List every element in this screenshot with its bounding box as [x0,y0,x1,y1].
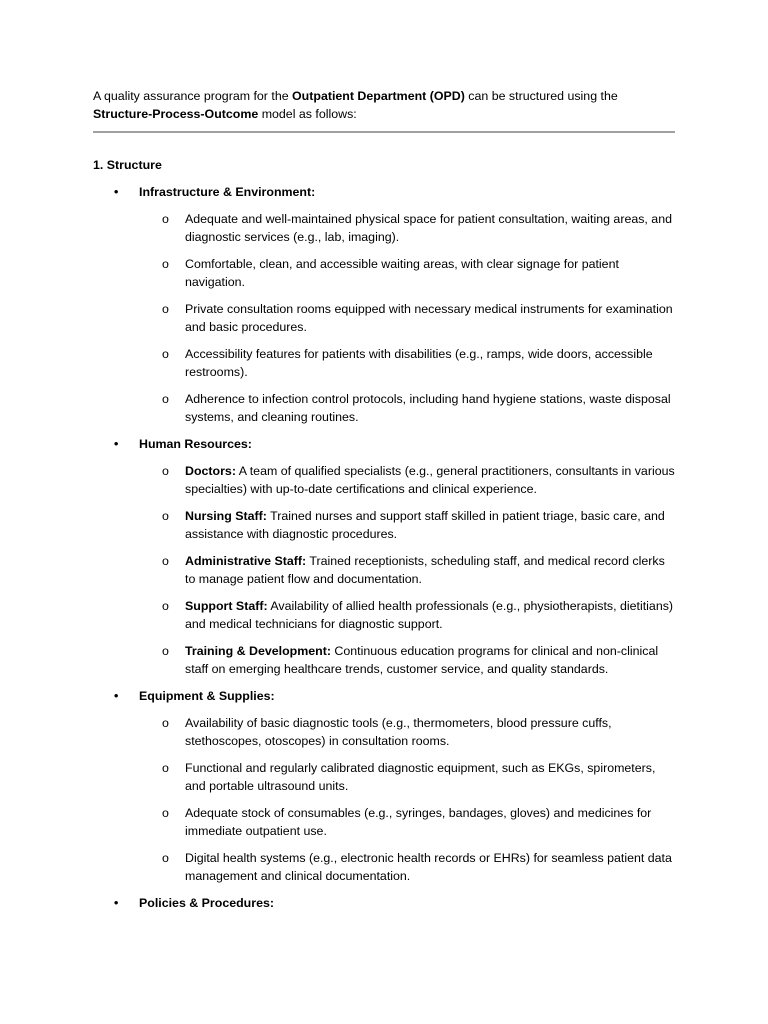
sub-bullet-icon: o [162,599,169,613]
sub-bullet-icon: o [162,716,169,730]
list-item: o Nursing Staff: Trained nurses and support staff skilled in patient triage, basic care, and assistance with diagnostic procedures. [162,509,665,541]
list-item: o Administrative Staff: Trained receptionists, scheduling staff, and medical record clerks to manage patient flow and documentation. [162,554,665,586]
sub-bullet-icon: o [162,302,169,316]
sub-bullet-icon: o [162,347,169,361]
group-title: • Policies & Procedures: [114,896,274,910]
intro-term-opd: Outpatient Department (OPD) [292,89,465,103]
sub-bullet-icon: o [162,392,169,406]
list-item: o Private consultation rooms equipped with necessary medical instruments for examination and basic procedures. [162,302,673,334]
item-label: Nursing Staff: [185,509,267,523]
horizontal-divider [93,131,675,133]
list-item: o Digital health systems (e.g., electronic health records or EHRs) for seamless patient data management and clinical documentation. [162,851,672,883]
sub-bullet-icon: o [162,257,169,271]
list-item: o Adequate and well-maintained physical space for patient consultation, waiting areas, and diagnostic services (e.g., lab, imaging). [162,212,672,244]
list-item: o Accessibility features for patients with disabilities (e.g., ramps, wide doors, accessible restrooms). [162,347,653,379]
sub-bullet-icon: o [162,464,169,478]
sub-bullet-icon: o [162,509,169,523]
list-item: o Doctors: A team of qualified specialists (e.g., general practitioners, consultants in various specialties) with up-to-date certifications and clinical experience. [162,464,675,496]
list-item: o Functional and regularly calibrated diagnostic equipment, such as EKGs, spirometers, and portable ultrasound units. [162,761,656,793]
list-item: o Adherence to infection control protocols, including hand hygiene stations, waste disposal systems, and cleaning routines. [162,392,671,424]
item-label: Administrative Staff: [185,554,307,568]
list-item: o Adequate stock of consumables (e.g., syringes, bandages, gloves) and medicines for immediate outpatient use. [162,806,652,838]
group-human-resources [93,435,675,678]
list-item: o Availability of basic diagnostic tools (e.g., thermometers, blood pressure cuffs, stethoscopes, otoscopes) in consultation rooms. [162,716,612,748]
sub-bullet-icon: o [162,554,169,568]
item-label: Training & Development: [185,644,331,658]
list-item: o Support Staff: Availability of allied health professionals (e.g., physiotherapists, dietitians) and medical technicians for diagnostic support. [162,599,674,631]
bullet-icon: • [114,689,119,703]
sub-bullet-icon: o [162,212,169,226]
intro-paragraph: A quality assurance program for the Outpatient Department (OPD) can be structured using the Structure-Process-Outcome model as follows: [93,89,618,121]
bullet-icon: • [114,896,119,910]
group-title: • Human Resources: [114,437,252,451]
bullet-icon: • [114,185,119,199]
group-infrastructure [93,183,675,426]
document-body [93,87,675,921]
intro-term-model: Structure-Process-Outcome [93,107,259,121]
item-label: Support Staff: [185,599,268,613]
list-item: o Training & Development: Continuous education programs for clinical and non-clinical staff on emerging healthcare trends, customer service, and quality standards. [162,644,659,676]
sub-bullet-icon: o [162,644,169,658]
group-title: • Equipment & Supplies: [114,689,275,703]
group-equipment-supplies [93,687,675,885]
sub-bullet-icon: o [162,851,169,865]
section-heading: 1. Structure [93,158,162,172]
group-title: • Infrastructure & Environment: [114,185,316,199]
sub-bullet-icon: o [162,761,169,775]
group-policies-procedures [93,894,675,912]
item-label: Doctors: [185,464,236,478]
sub-bullet-icon: o [162,806,169,820]
bullet-icon: • [114,437,119,451]
list-item: o Comfortable, clean, and accessible waiting areas, with clear signage for patient navigation. [162,257,619,289]
